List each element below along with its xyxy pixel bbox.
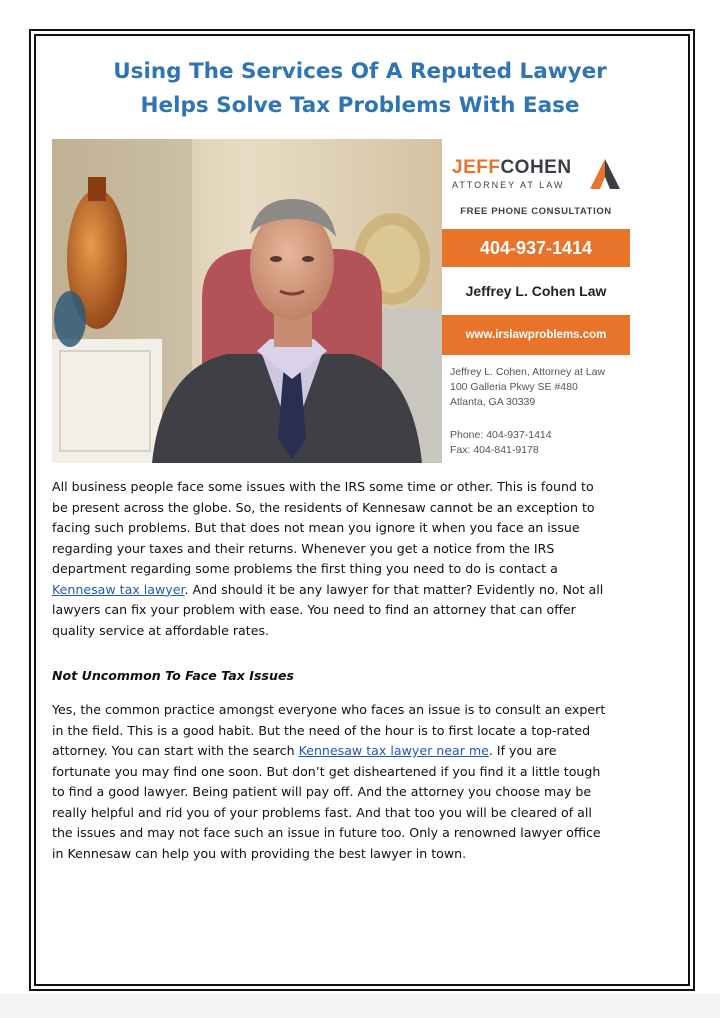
firm-logo xyxy=(450,157,626,197)
hero-banner xyxy=(52,139,630,463)
logo-cohen-text: COHEN xyxy=(500,157,572,178)
pyramid-logo-icon xyxy=(588,157,622,191)
firm-name: Jeffrey L. Cohen Law xyxy=(465,283,607,299)
paragraph-section-text-end: . If you are fortunate you may find one soon. But don’t get disheartened if you find it a little tough to find a good lawyer. Being patient will pay off. And the attorney you choose may be really helpful and rid you of your problems fast. And that too you will be cleared of all the issues and may not face such an issue in future too. Only a renowned lawyer office in Kennesaw can help you with providing the best lawyer in town. xyxy=(52,743,601,861)
kennesaw-tax-lawyer-near-me-link[interactable]: Kennesaw tax lawyer near me xyxy=(298,743,489,758)
paragraph-section xyxy=(52,700,612,864)
kennesaw-tax-lawyer-link[interactable]: Kennesaw tax lawyer xyxy=(52,581,185,597)
section-subheading: Not Uncommon To Face Tax Issues xyxy=(52,668,294,683)
contact-line: 100 Galleria Pkwy SE #480 xyxy=(450,381,578,393)
title-line-2: Helps Solve Tax Problems With Ease xyxy=(140,93,580,118)
free-consultation-label: FREE PHONE CONSULTATION xyxy=(460,206,612,217)
contact-line: Atlanta, GA 30339 xyxy=(450,396,536,408)
contact-block xyxy=(450,365,605,458)
ad-phone-number: 404-937-1414 xyxy=(442,229,630,267)
contact-phone: Phone: 404-937-1414 xyxy=(450,429,552,441)
logo-subtitle: ATTORNEY AT LAW xyxy=(452,180,565,190)
firm-website: www.irslawproblems.com xyxy=(442,315,630,355)
title-line-1: Using The Services Of A Reputed Lawyer xyxy=(113,59,607,84)
contact-fax: Fax: 404-841-9178 xyxy=(450,444,539,456)
page-title xyxy=(0,55,720,123)
paragraph-intro-text: All business people face some issues with the IRS some time or other. This is found to be present across the globe. So, the residents of Kennesaw cannot be an exception to facing such problems. But that does not mean you ignore it when you face an issue regarding your taxes and their returns. Whenever you get a notice from the IRS department regarding some problems the first thing you need to do is contact a xyxy=(52,479,595,576)
page-footer-band xyxy=(0,994,720,1018)
logo-jeff-text: JEFF xyxy=(452,157,501,178)
paragraph-section-text: Yes, the common practice amongst everyone who faces an issue is to consult an expert in the field. This is a good habit. But the need of the hour is to first locate a top-rated attorney. You can start with the search xyxy=(52,702,606,758)
paragraph-intro xyxy=(52,477,612,641)
paragraph-intro-text-end: . And should it be any lawyer for that matter? Evidently no. Not all lawyers can fix your problem with ease. You need to find an attorney that can offer quality service at affordable rates. xyxy=(52,581,604,638)
law-firm-ad xyxy=(442,139,630,463)
contact-line: Jeffrey L. Cohen, Attorney at Law xyxy=(450,366,606,378)
lawyer-photo xyxy=(52,139,442,463)
